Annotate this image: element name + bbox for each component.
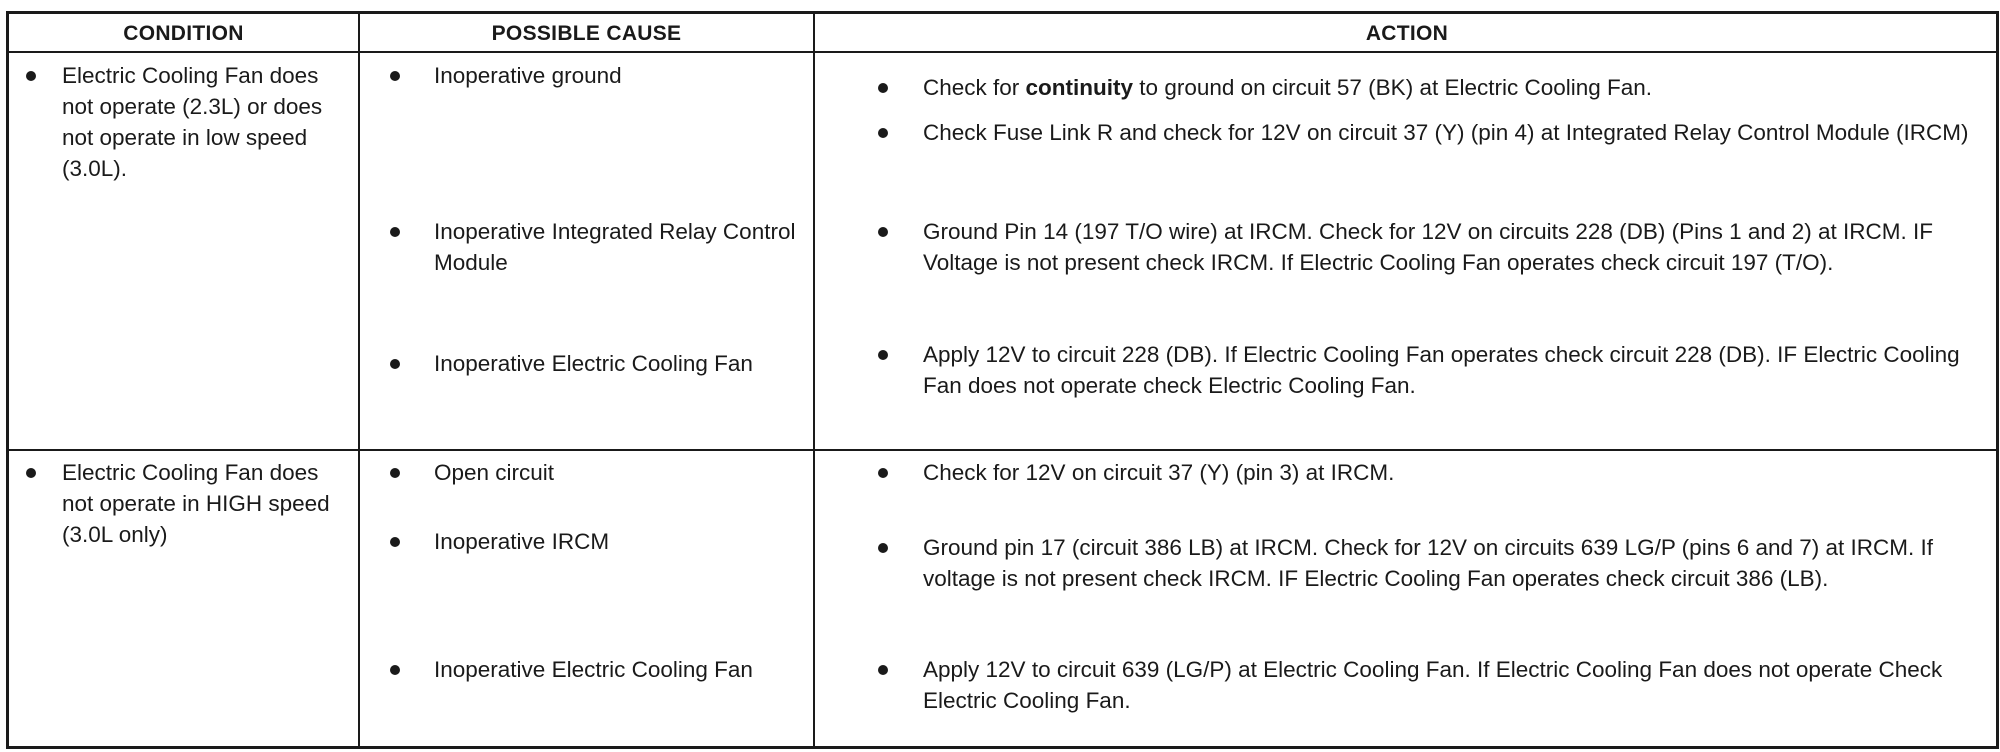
cause-text: Inoperative Electric Cooling Fan xyxy=(434,351,753,376)
bullet-icon xyxy=(878,468,888,478)
cause-item xyxy=(390,348,810,379)
condition-item xyxy=(26,457,346,550)
action-item xyxy=(878,457,1988,488)
condition-text: Electric Cooling Fan does not operate (2.3L) or does not operate in low speed (3.0L). xyxy=(62,63,323,181)
cause-text: Open circuit xyxy=(434,460,555,485)
action-item xyxy=(878,72,1988,103)
bullet-icon xyxy=(878,543,888,553)
bullet-icon xyxy=(390,359,400,369)
cause-item xyxy=(390,216,810,278)
bullet-icon xyxy=(878,350,888,360)
cause-item xyxy=(390,526,810,557)
bullet-icon xyxy=(878,83,888,93)
bullet-icon xyxy=(390,227,400,237)
cause-item xyxy=(390,654,810,685)
action-item xyxy=(878,339,1988,401)
cause-text: Inoperative Integrated Relay Control Module xyxy=(434,219,796,275)
header-condition: CONDITION xyxy=(123,21,244,45)
action-text: Check for 12V on circuit 37 (Y) (pin 3) at IRCM. xyxy=(923,460,1395,485)
action-item xyxy=(878,117,1988,148)
table-header-row xyxy=(9,14,1996,53)
action-text: Ground pin 17 (circuit 386 LB) at IRCM. Check for 12V on circuits 639 LG/P (pins 6 and 7) at IRCM. If voltage is not present check IRCM. IF Electric Cooling Fan operates check circuit 386 (LB). xyxy=(923,535,1934,591)
bullet-icon xyxy=(390,665,400,675)
table-row xyxy=(9,53,1996,451)
bullet-icon xyxy=(878,128,888,138)
action-text: Apply 12V to circuit 228 (DB). If Electric Cooling Fan operates check circuit 228 (DB). IF Electric Cooling Fan does not operate check Electric Cooling Fan. xyxy=(923,342,1960,398)
bullet-icon xyxy=(390,468,400,478)
bullet-icon xyxy=(878,227,888,237)
action-item xyxy=(878,532,1988,594)
cause-item xyxy=(390,60,810,91)
action-item xyxy=(878,654,1988,716)
action-text: Apply 12V to circuit 639 (LG/P) at Electric Cooling Fan. If Electric Cooling Fan does not operate Check Electric Cooling Fan. xyxy=(923,657,1943,713)
header-possible-cause: POSSIBLE CAUSE xyxy=(491,21,682,45)
condition-item xyxy=(26,60,346,184)
cause-text: Inoperative IRCM xyxy=(434,529,610,554)
action-text: Ground Pin 14 (197 T/O wire) at IRCM. Check for 12V on circuits 228 (DB) (Pins 1 and 2) at IRCM. IF Voltage is not present check IRCM. If Electric Cooling Fan operates check circuit 197 (T/O). xyxy=(923,219,1933,275)
condition-text: Electric Cooling Fan does not operate in HIGH speed (3.0L only) xyxy=(62,460,330,547)
bullet-icon xyxy=(26,468,36,478)
bullet-icon xyxy=(26,71,36,81)
action-text-part: to ground on circuit 57 (BK) at Electric Cooling Fan. xyxy=(1133,75,1653,100)
bullet-icon xyxy=(390,71,400,81)
action-text: Check Fuse Link R and check for 12V on circuit 37 (Y) (pin 4) at Integrated Relay Control Module (IRCM) xyxy=(923,120,1969,145)
action-item xyxy=(878,216,1988,278)
cause-text: Inoperative ground xyxy=(434,63,622,88)
table-row xyxy=(9,451,1996,749)
action-text-part: Check for xyxy=(923,75,1026,100)
cause-item xyxy=(390,457,810,488)
header-action: ACTION xyxy=(1365,21,1449,45)
action-text xyxy=(923,72,1988,103)
cause-text: Inoperative Electric Cooling Fan xyxy=(434,657,753,682)
bullet-icon xyxy=(878,665,888,675)
troubleshooting-table xyxy=(6,11,1999,749)
bullet-icon xyxy=(390,537,400,547)
action-text-emphasis: continuity xyxy=(1025,75,1134,100)
